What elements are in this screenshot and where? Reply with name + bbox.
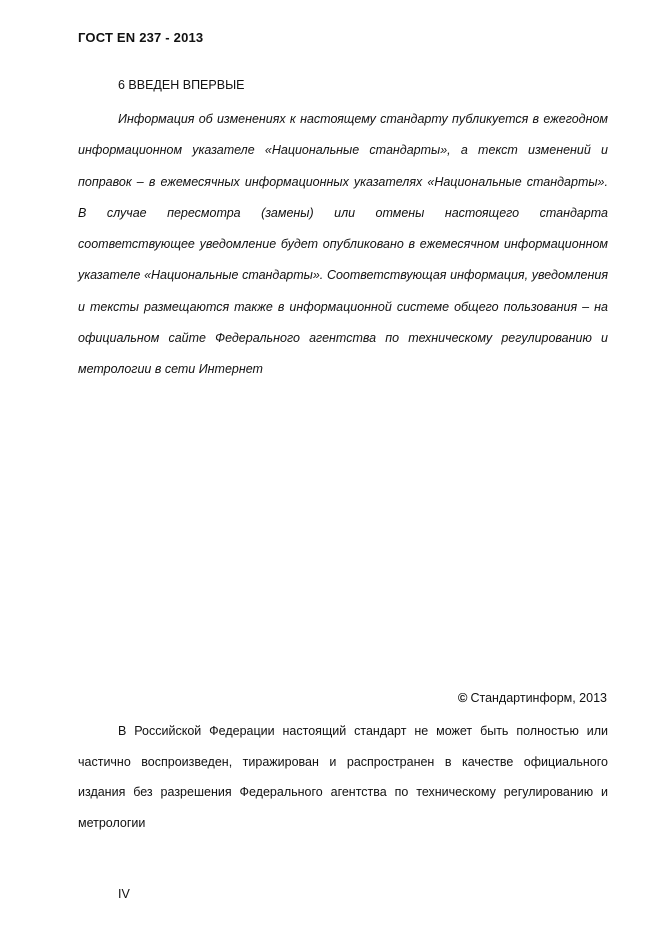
amendments-notice: Информация об изменениях к настоящему стандарту публикуется в ежегодном информационном указателе «Национальные стандарты», а текст изменений и поправок – в ежемесячных информационных указателях «Национальные стандарты». В случае пересмотра (замены) или отмены настоящего стандарта соответствующее уведомление будет опубликовано в ежемесячном информационном указателе «Национальные стандарты». Соответствующая информация, уведомления и тексты размещаются также в информационной системе общего пользования – на официальном сайте Федерального агентства по техническому регулированию и метрологии в сети Интернет bbox=[78, 112, 608, 377]
page-number: IV bbox=[118, 887, 130, 901]
copyright-line bbox=[458, 690, 607, 705]
section-title: 6 ВВЕДЕН ВПЕРВЫЕ bbox=[118, 78, 245, 92]
copyright-text: Стандартинформ, 2013 bbox=[470, 690, 607, 705]
reproduction-rights-notice: В Российской Федерации настоящий стандарт не может быть полностью или частично воспроизведен, тиражирован и распространен в качестве официального издания без разрешения Федерального агентства по техническому регулированию и метрологии bbox=[78, 724, 608, 831]
document-header: ГОСТ EN 237 - 2013 bbox=[78, 30, 204, 45]
copyright-icon: © bbox=[457, 690, 468, 705]
